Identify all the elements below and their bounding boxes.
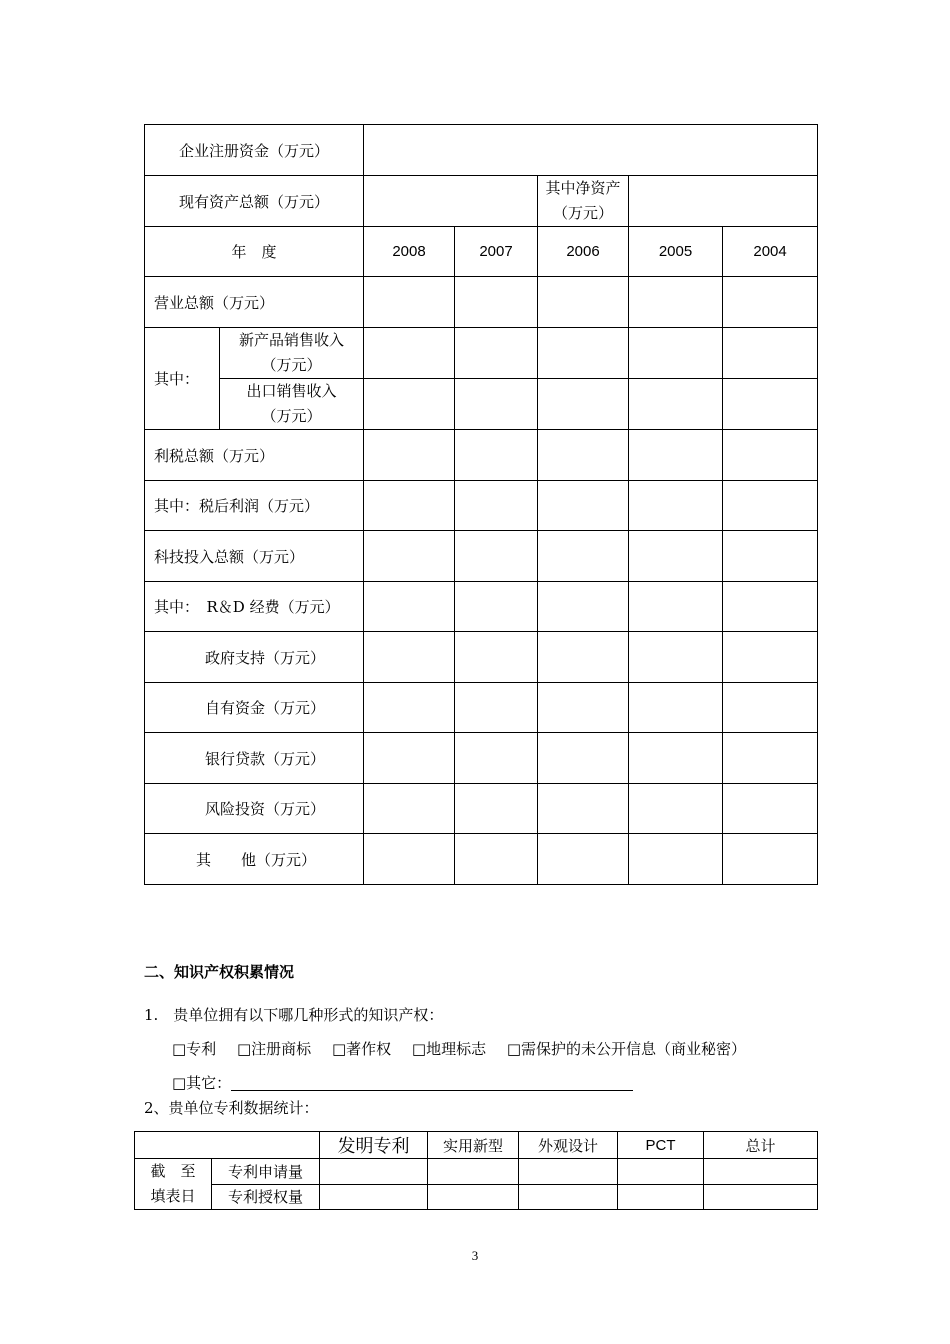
table-cell[interactable] xyxy=(364,834,455,885)
own-funds-label: 自有资金（万元） xyxy=(145,683,364,733)
table-cell[interactable] xyxy=(723,683,818,733)
table-cell[interactable] xyxy=(629,582,723,632)
rd-expense-label: 其中： R＆D 经费（万元） xyxy=(145,582,364,632)
table-cell[interactable] xyxy=(723,328,818,379)
option-other-row xyxy=(172,1072,633,1093)
table-cell[interactable] xyxy=(364,277,455,328)
table-cell[interactable] xyxy=(364,582,455,632)
table-cell[interactable] xyxy=(538,733,629,784)
option-patent[interactable]: □专利 xyxy=(172,1040,217,1058)
table-cell[interactable] xyxy=(629,683,723,733)
table-cell[interactable] xyxy=(364,430,455,481)
year-header: 年 度 xyxy=(145,227,364,277)
table-cell[interactable] xyxy=(538,632,629,683)
option-geo-indication[interactable]: □地理标志 xyxy=(411,1040,487,1058)
option-trademark[interactable]: □注册商标 xyxy=(236,1040,312,1058)
table-cell[interactable] xyxy=(723,277,818,328)
table-cell[interactable] xyxy=(364,683,455,733)
table-cell[interactable] xyxy=(629,784,723,834)
applications-label: 专利申请量 xyxy=(212,1159,320,1185)
gov-support-label: 政府支持（万元） xyxy=(145,632,364,683)
table-cell[interactable] xyxy=(629,379,723,430)
table-cell[interactable] xyxy=(455,733,538,784)
table-cell[interactable] xyxy=(428,1159,519,1185)
option-trade-secret[interactable]: □需保护的未公开信息（商业秘密） xyxy=(506,1040,747,1058)
table-cell[interactable] xyxy=(455,328,538,379)
table-cell[interactable] xyxy=(364,531,455,582)
table-cell[interactable] xyxy=(364,379,455,430)
table-cell[interactable] xyxy=(519,1159,618,1185)
table-cell[interactable] xyxy=(455,277,538,328)
page-number: 3 xyxy=(471,1248,479,1263)
table-cell[interactable] xyxy=(538,277,629,328)
table-cell[interactable] xyxy=(723,430,818,481)
table-cell[interactable] xyxy=(519,1184,618,1210)
table-cell[interactable] xyxy=(704,1159,818,1185)
table-cell[interactable] xyxy=(538,683,629,733)
patent-table xyxy=(134,1131,818,1210)
table-cell[interactable] xyxy=(455,784,538,834)
table-cell[interactable] xyxy=(723,582,818,632)
table-cell[interactable] xyxy=(723,784,818,834)
table-cell[interactable] xyxy=(723,379,818,430)
table-cell[interactable] xyxy=(723,531,818,582)
tech-investment-label: 科技投入总额（万元） xyxy=(145,531,364,582)
year-2004: 2004 xyxy=(723,227,818,277)
table-cell[interactable] xyxy=(538,328,629,379)
table-cell[interactable] xyxy=(538,481,629,531)
option-other[interactable]: □其它： xyxy=(172,1074,232,1092)
profit-tax-label: 利税总额（万元） xyxy=(145,430,364,481)
table-cell[interactable] xyxy=(364,481,455,531)
table-cell[interactable] xyxy=(629,834,723,885)
table-cell[interactable] xyxy=(538,379,629,430)
question-2: 2、贵单位专利数据统计： xyxy=(144,1099,319,1117)
table-cell[interactable] xyxy=(364,632,455,683)
registered-capital-label: 企业注册资金（万元） xyxy=(145,125,364,176)
total-assets-input[interactable] xyxy=(364,176,538,227)
of-which-label: 其中： xyxy=(145,328,220,430)
question-1: 1. 贵单位拥有以下哪几种形式的知识产权： xyxy=(144,1006,444,1024)
table-cell[interactable] xyxy=(723,632,818,683)
table-cell[interactable] xyxy=(538,834,629,885)
header-pct: PCT xyxy=(618,1132,704,1159)
section-title: 二、知识产权积累情况 xyxy=(144,963,295,981)
year-2008: 2008 xyxy=(364,227,455,277)
table-cell[interactable] xyxy=(320,1184,428,1210)
header-invention: 发明专利 xyxy=(320,1132,428,1159)
table-cell[interactable] xyxy=(723,481,818,531)
financial-data-table xyxy=(144,124,818,885)
year-2005: 2005 xyxy=(629,227,723,277)
year-2006: 2006 xyxy=(538,227,629,277)
table-cell[interactable] xyxy=(455,834,538,885)
table-cell[interactable] xyxy=(629,632,723,683)
table-cell[interactable] xyxy=(428,1184,519,1210)
venture-capital-label: 风险投资（万元） xyxy=(145,784,364,834)
table-cell[interactable] xyxy=(455,683,538,733)
ip-options xyxy=(172,1038,746,1059)
granted-label: 专利授权量 xyxy=(212,1184,320,1210)
table-cell[interactable] xyxy=(455,481,538,531)
table-cell[interactable] xyxy=(618,1159,704,1185)
table-cell[interactable] xyxy=(455,531,538,582)
bank-loans-label: 银行贷款（万元） xyxy=(145,733,364,784)
table-cell[interactable] xyxy=(629,328,723,379)
option-copyright[interactable]: □著作权 xyxy=(331,1040,392,1058)
header-design: 外观设计 xyxy=(519,1132,618,1159)
table-cell[interactable] xyxy=(538,430,629,481)
as-of-date-label: 截 至 填表日 xyxy=(135,1159,212,1210)
table-cell[interactable] xyxy=(364,784,455,834)
export-sales-label: 出口销售收入 （万元） xyxy=(220,379,364,430)
table-cell[interactable] xyxy=(629,531,723,582)
table-cell[interactable] xyxy=(629,733,723,784)
table-cell[interactable] xyxy=(618,1184,704,1210)
table-cell[interactable] xyxy=(455,379,538,430)
others-label: 其 他（万元） xyxy=(145,834,364,885)
table-cell[interactable] xyxy=(455,582,538,632)
header-utility: 实用新型 xyxy=(428,1132,519,1159)
new-product-sales-label: 新产品销售收入 （万元） xyxy=(220,328,364,379)
table-cell[interactable] xyxy=(723,733,818,784)
table-cell[interactable] xyxy=(320,1159,428,1185)
net-assets-label: 其中净资产 （万元） xyxy=(538,176,629,227)
table-cell[interactable] xyxy=(704,1184,818,1210)
table-cell[interactable] xyxy=(538,784,629,834)
table-cell[interactable] xyxy=(455,430,538,481)
registered-capital-input[interactable] xyxy=(364,125,818,176)
other-input-line[interactable] xyxy=(231,1074,633,1091)
net-assets-input[interactable] xyxy=(629,176,818,227)
table-cell[interactable] xyxy=(538,531,629,582)
revenue-label: 营业总额（万元） xyxy=(145,277,364,328)
table-cell[interactable] xyxy=(455,632,538,683)
table-cell[interactable] xyxy=(629,277,723,328)
total-assets-label: 现有资产总额（万元） xyxy=(145,176,364,227)
year-2007: 2007 xyxy=(455,227,538,277)
table-cell[interactable] xyxy=(364,733,455,784)
header-total: 总计 xyxy=(704,1132,818,1159)
table-cell[interactable] xyxy=(629,481,723,531)
after-tax-profit-label: 其中：税后利润（万元） xyxy=(145,481,364,531)
table-cell[interactable] xyxy=(364,328,455,379)
table-cell xyxy=(135,1132,320,1159)
table-cell[interactable] xyxy=(723,834,818,885)
table-cell[interactable] xyxy=(538,582,629,632)
table-cell[interactable] xyxy=(629,430,723,481)
